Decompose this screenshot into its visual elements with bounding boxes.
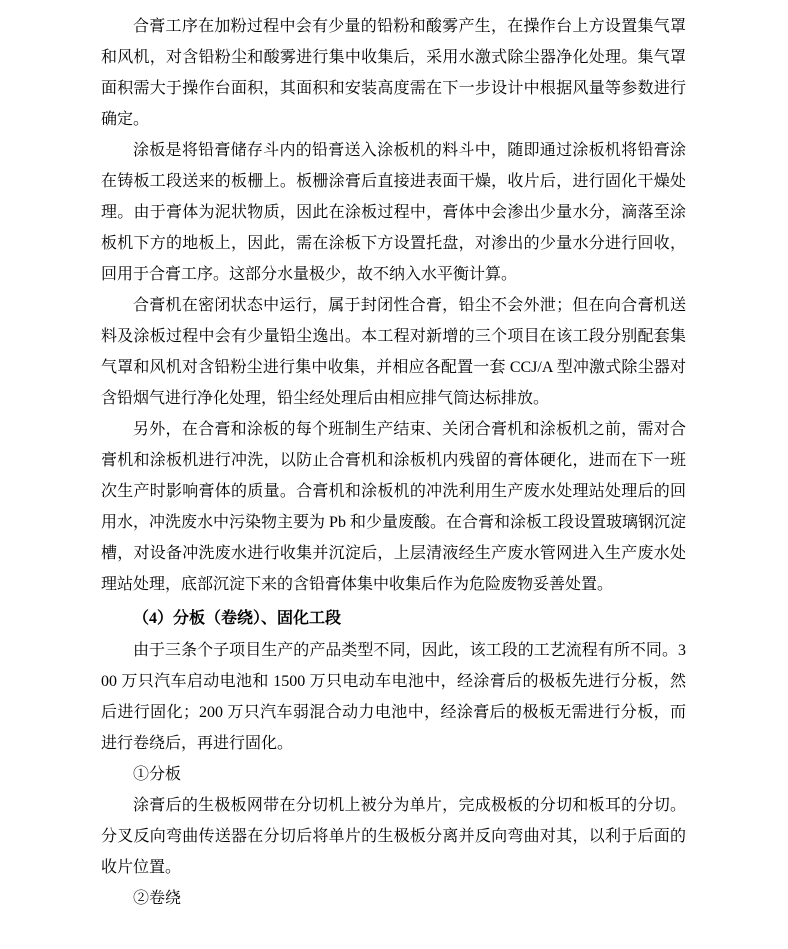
document-body <box>101 11 686 914</box>
paragraph: ②卷绕 <box>133 890 182 907</box>
paragraph: 合膏工序在加粉过程中会有少量的铅粉和酸雾产生，在操作台上方设置集气罩和风机，对含铅粉尘和酸雾进行集中收集后，采用水激式除尘器净化处理。集气罩面积需大于操作台面积，其面积和安装高度需在下一步设计中根据风量等参数进行确定。 <box>101 18 686 128</box>
paragraph: 合膏机在密闭状态中运行，属于封闭性合膏，铅尘不会外泄；但在向合膏机送料及涂板过程中会有少量铅尘逸出。本工程对新增的三个项目在该工段分别配套集气罩和风机对含铅粉尘进行集中收集，并相应各配置一套 CCJ/A 型冲激式除尘器对含铅烟气进行净化处理，铅尘经处理后由相应排气筒达标排放。 <box>101 297 686 407</box>
paragraph: 另外，在合膏和涂板的每个班制生产结束、关闭合膏机和涂板机之前，需对合膏机和涂板机进行冲洗，以防止合膏机和涂板机内残留的膏体硬化，进而在下一班次生产时影响膏体的质量。合膏机和涂板机的冲洗利用生产废水处理站处理后的回用水，冲洗废水中污染物主要为 Pb 和少量废酸。在合膏和涂板工段设置玻璃钢沉淀槽，对设备冲洗废水进行收集并沉淀后，上层清液经生产废水管网进入生产废水处理站处理，底部沉淀下来的含铅膏体集中收集后作为危险废物妥善处置。 <box>101 421 686 593</box>
paragraph: 由于三条个子项目生产的产品类型不同，因此，该工段的工艺流程有所不同。300 万只汽车启动电池和 1500 万只电动车电池中，经涂膏后的极板先进行分板，然后进行固化；200 万只汽车弱混合动力电池中，经涂膏后的极板无需进行分板，而进行卷绕后，再进行固化。 <box>101 642 686 752</box>
paragraph: 涂板是将铅膏储存斗内的铅膏送入涂板机的料斗中，随即通过涂板机将铅膏涂在铸板工段送来的板栅上。板栅涂膏后直接进表面干燥，收片后，进行固化干燥处理。由于膏体为泥状物质，因此在涂板过程中，膏体中会渗出少量水分，滴落至涂板机下方的地板上，因此，需在涂板下方设置托盘，对渗出的少量水分进行回收，回用于合膏工序。这部分水量极少，故不纳入水平衡计算。 <box>101 142 686 283</box>
section-heading: （4）分板（卷绕）、固化工段 <box>133 610 342 627</box>
paragraph: 涂膏后的生极板网带在分切机上被分为单片，完成极板的分切和板耳的分切。分叉反向弯曲传送器在分切后将单片的生极板分离并反向弯曲对其，以利于后面的收片位置。 <box>101 797 686 876</box>
paragraph: ①分板 <box>133 766 182 783</box>
